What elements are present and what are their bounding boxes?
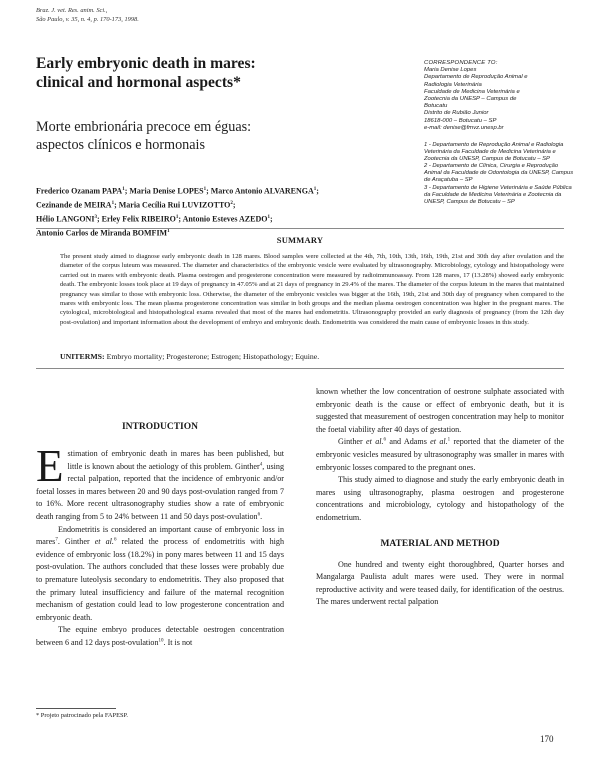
- uniterms: [60, 352, 564, 362]
- author-line: [36, 184, 406, 198]
- journal-citation: [36, 6, 139, 24]
- correspondence-line: Faculdade de Medicina Veterinária e: [424, 88, 520, 95]
- author-affiliation-mark: 2: [230, 200, 233, 206]
- et-al: et al.: [430, 437, 448, 447]
- author-name: Hélio LANGONI: [36, 214, 95, 224]
- title-english: [36, 54, 366, 92]
- intro-paragraph-4: known whether the low concentration of oestrone sulphate associated with embryonic death is the cause or effect of embryonic death, but it is suggested that measurement of oestrogen concentration may help to monitor the foetal viability after 40 days of gestation.: [316, 387, 564, 434]
- author-line: [36, 198, 406, 212]
- citation-mark: 6: [257, 512, 261, 518]
- affiliations-block: [424, 142, 574, 206]
- correspondence-line: Distrito de Rubião Junior: [424, 110, 489, 117]
- summary-heading: SUMMARY: [276, 235, 324, 245]
- uniterms-list: Embryo mortality; Progesterone; Estrogen; Histopathology; Equine.: [104, 352, 320, 361]
- uniterms-label: UNITERMS:: [60, 352, 105, 361]
- footnote-rule: [36, 708, 116, 709]
- title-english-line2: clinical and hormonal aspects*: [36, 74, 241, 91]
- author-affiliation-mark: 3: [94, 214, 97, 220]
- citation-mark: 6: [113, 537, 117, 543]
- journal-volume: São Paulo, v. 35, n. 4, p. 170-173, 1998.: [36, 16, 139, 23]
- author-name: ; Marco Antonio ALVARENGA: [206, 186, 314, 196]
- title-portuguese-line1: Morte embrionária precoce em éguas:: [36, 119, 252, 135]
- author-name: Cezinande de MEIRA: [36, 200, 112, 210]
- text-run: related the process of endometritis with high evidence of embryonic loss (18.2%) in pony mares between 11 and 15 days post-ovulation. The authors concluded that these losses were probably due to premature luteolysis secondary to endometritis. They also proposed that the primary luteal insufficiency and failure of the maternal recognition mechanism of gestation could lead to low progesterone concentration and embryonic death.: [36, 537, 285, 622]
- material-method-heading: MATERIAL AND METHOD: [380, 538, 500, 549]
- affiliation-3: 3 - Departamento de Higiene Veterinária e Saúde Pública da Faculdade de Medicina Veterinária e Zootecnia da UNESP, Campus de Botucatu – SP: [424, 184, 572, 205]
- correspondence-line: Zootecnia da UNESP – Campus de: [424, 96, 517, 103]
- summary-text: The present study aimed to diagnose early embryonic death in 128 mares. Blood samples were collected at the 4th, 7th, 10th, 13th, 16th, 19th, 21st and 30th day after ovulation and the diameter of the corpus luteum was measured. The diameter and characteristics of the embryonic vesicle were evaluated by ultrasonography. Microbiology, cytology and histopathology were carried out in mares with embryonic death. Plasma oestrogen and progesterone concentration were measured by radioimmunoassay. From 128 mares, 17 (13.28%) showed early embryonic death. The embryonic losses took place at 19 days of pregnancy in 47.05% and at 21 days of pregnancy in 29.4% of the mares. The diameter of the corpus luteum in the mares that maintained pregnancy was similar to those with embryonic loss. Otherwise, the diameter of the embryonic vesicles was bigger at the 16th, 19th, 21st and 30th day of pregnancy when compared to the mares with embryonic loss. The mean plasma progesterone concentration was similar in both groups and the median plasma oestrogen concentration was higher in the pregnant mares. The cytological, microbiological and histopathological exams revealed that most of the mares had endometritis. Ultrasonography provided an early diagnosis of pregnancy (from the 12th day post-ovulation) and important information about the development of embryo and embryonic death. Endometritis was considered the main cause of embryonic losses in this study.: [60, 253, 564, 326]
- right-column-body: [316, 386, 564, 525]
- author-name: ; Erley Felix RIBEIRO: [96, 214, 176, 224]
- author-name: ; Maria Cecília Rui LUVIZOTTO: [114, 200, 231, 210]
- author-affiliation-mark: 1: [167, 228, 170, 234]
- author-affiliation-mark: 1: [313, 187, 317, 192]
- journal-name: Braz. J. vet. Res. anim. Sci.,: [36, 7, 108, 14]
- author-list: [36, 184, 406, 239]
- title-english-line1: Early embryonic death in mares:: [36, 55, 256, 72]
- author-name: Frederico Ozanam PAPA: [36, 186, 123, 196]
- intro-paragraph-6: This study aimed to diagnose and study the early embryonic death in mares using ultrasonography, plasma oestrogen and progesterone concentrations and microbiology, cytology and histopathology of the endometrium.: [316, 475, 564, 522]
- title-portuguese-line2: aspectos clínicos e hormonais: [36, 137, 206, 153]
- correspondence-email: e-mail: denise@fmvz.unesp.br: [424, 124, 504, 131]
- intro-paragraph-2: [36, 524, 284, 625]
- title-portuguese: [36, 118, 366, 154]
- introduction-heading: INTRODUCTION: [121, 422, 198, 432]
- author-affiliation-mark: 1: [267, 214, 270, 220]
- intro-paragraph-1: [36, 441, 284, 524]
- correspondence-line: 18618-000 – Botucatu – SP: [424, 117, 497, 124]
- footnote: * Projeto patrocinado pela FAPESP.: [36, 712, 129, 719]
- author-affiliation-mark: 1: [111, 200, 115, 206]
- page-number: 170: [540, 734, 554, 744]
- correspondence-heading: CORRESPONDENCE TO:: [424, 60, 498, 66]
- author-separator: ;: [269, 214, 273, 224]
- author-affiliation-mark: 1: [203, 187, 207, 192]
- intro-paragraph-3: [36, 624, 284, 649]
- correspondence-line: Departamento de Reprodução Animal e: [424, 74, 528, 81]
- citation-mark: 6: [383, 437, 387, 443]
- citation-mark: 7: [55, 537, 58, 543]
- text-run: reported that the diameter of the embryonic vesicles measured by ultrasonography was smaller in mares with embryonic losses compared to the pregnant ones.: [316, 437, 565, 472]
- author-name: Antonio Carlos de Miranda BOMFIM: [36, 228, 168, 238]
- et-al: et al.: [94, 537, 114, 547]
- author-affiliation-mark: 1: [122, 187, 125, 192]
- method-paragraph-1: One hundred and twenty eight thoroughbred, Quarter horses and Mangalarga Paulista adult mares were used. They were in normal reproductive activity and were teased daily, for identification of the oestrus. The mares underwent rectal palpation: [316, 559, 564, 607]
- text-run: and Adams: [386, 437, 431, 447]
- affiliation-2: 2 - Departamento de Clínica, Cirurgia e Reprodução Animal da Faculdade de Odontologia da UNESP, Campus de Araçatuba – SP: [424, 163, 574, 184]
- citation-mark: 4: [259, 461, 263, 467]
- author-separator: ;: [316, 186, 319, 196]
- correspondence-line: Radiologia Veterinária: [424, 81, 482, 88]
- text-run: , using rectal palpation, reported that the incidence of embryonic and/or foetal losses in mares between 20 and 90 days post-ovulation ranged from 7 to 16%. More recent ultrasonography studies show a rate of embryonic death ranging from 5 to 24% between 11 and 50 days post-ovulation: [36, 461, 284, 521]
- et-al: et al.: [366, 437, 384, 447]
- material-method-body: [316, 559, 564, 609]
- text-run: . It is not: [163, 637, 193, 647]
- text-run: stimation of embryonic death in mares has been published, but little is known about the aetiology of this problem. Ginther: [67, 449, 284, 471]
- right-column: [316, 386, 564, 609]
- text-run: .: [260, 511, 263, 521]
- text-run: . Ginther: [57, 537, 95, 547]
- introduction-body: [36, 441, 285, 650]
- citation-mark: 1: [447, 437, 451, 443]
- author-name: ; Antonio Esteves AZEDO: [178, 214, 268, 224]
- author-affiliation-mark: 1: [175, 214, 179, 220]
- citation-mark: 10: [158, 638, 164, 644]
- text-run: Ginther: [338, 437, 367, 447]
- summary-bottom-rule: [36, 368, 564, 369]
- author-line: [36, 212, 406, 226]
- correspondence-block: [424, 60, 574, 132]
- affiliation-1: 1 - Departamento de Reprodução Animal e Radiologia Veterinária da Faculdade de Medicina Veterinária e Zootecnia da UNESP, Campus de Botucatu – SP: [424, 142, 564, 163]
- summary-top-rule: [36, 228, 564, 229]
- left-column: [36, 422, 285, 650]
- dropcap: E: [36, 441, 64, 491]
- text-run: Endometritis is considered an important cause of embryonic loss in mares: [36, 524, 284, 547]
- author-separator: ;: [232, 200, 236, 210]
- correspondence-line: Maria Denise Lopes: [424, 67, 477, 74]
- intro-paragraph-5: [316, 436, 564, 474]
- correspondence-line: Botucatu: [424, 103, 448, 110]
- author-name: ; Maria Denise LOPES: [124, 186, 204, 196]
- text-run: The equine embryo produces detectable oestrogen concentration between 6 and 12 days post-ovulation: [36, 625, 284, 647]
